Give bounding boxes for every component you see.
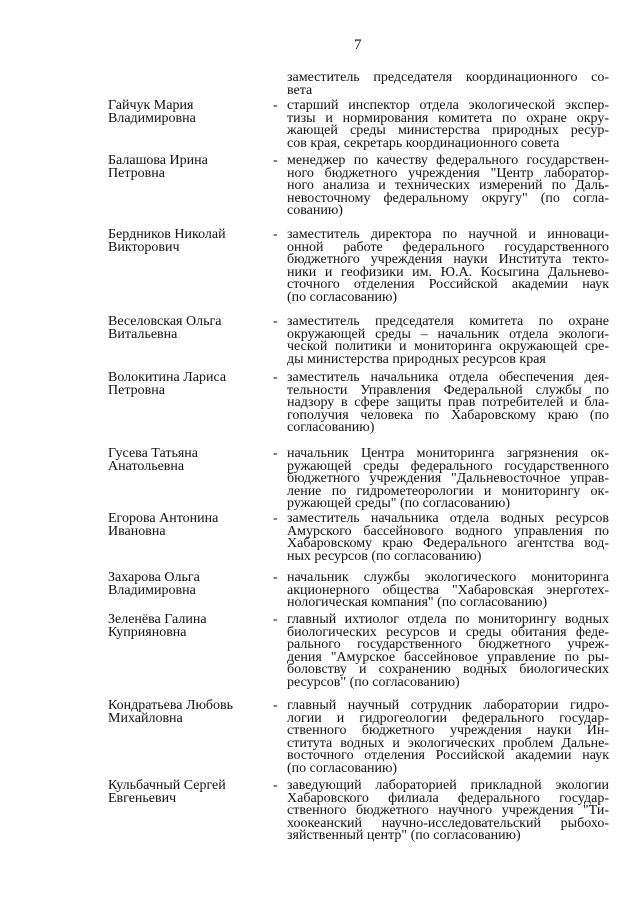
position-description xyxy=(287,700,609,776)
description-line: старший инспектор отдела экологической экспер- xyxy=(287,98,609,113)
description-line: боловству и сохранению водных биологических xyxy=(287,662,609,678)
description-line: дения "Амурское бассейновое управление по ры- xyxy=(287,649,609,665)
description-line: сованию) xyxy=(287,203,343,219)
description-line: ческой политики и мониторинга окружающей сре- xyxy=(287,339,609,355)
position-description xyxy=(287,513,609,563)
description-line: заведующий лабораторией прикладной экологии xyxy=(287,778,609,793)
description-line: главный научный сотрудник лаборатории гидро- xyxy=(287,698,609,713)
description-line: сов края, секретарь координационного совета xyxy=(287,135,560,151)
member-name xyxy=(108,229,273,254)
position-description xyxy=(287,614,609,690)
description-line: начальник службы экологического мониторинга xyxy=(287,570,609,585)
description-line: заместитель начальника отдела обеспечения дея- xyxy=(287,370,609,385)
member-name xyxy=(108,572,273,597)
member-name xyxy=(108,700,273,725)
description-line: ресурсов" (по согласованию) xyxy=(287,674,460,690)
description-line: окружающей среды – начальник отдела экологи- xyxy=(287,326,609,342)
member-name xyxy=(108,448,273,473)
description-line: ственного бюджетного научного учреждения "Ти- xyxy=(287,803,609,819)
member-name-line: Балашова Ирина xyxy=(108,153,208,168)
member-name-line: Владимировна xyxy=(108,110,196,126)
description-line: гополучия человека по Хабаровскому краю (по xyxy=(287,407,609,423)
member-name-line: Куприяновна xyxy=(108,624,187,640)
dash-separator: - xyxy=(273,370,278,385)
position-description xyxy=(287,372,609,435)
description-line: восточного отделения Российской академии наук xyxy=(287,748,609,764)
description-line: начальник Центра мониторинга загрязнения ок- xyxy=(287,446,609,461)
description-line: ды министерства природных ресурсов края xyxy=(287,351,546,367)
description-line: Хабаровскому краю Федерального агентства вод- xyxy=(287,536,609,552)
member-name-line: Евгеньевич xyxy=(108,790,177,806)
description-line: Хабаровского филиала федерального государ- xyxy=(287,790,609,806)
position-description xyxy=(287,72,609,97)
description-line: онной работе федерального государственного xyxy=(287,239,609,255)
description-line: ственного бюджетного учреждения науки Ин- xyxy=(287,723,609,739)
description-line: ститута водных и экологических проблем Дальне- xyxy=(287,735,609,751)
dash-separator: - xyxy=(273,153,278,168)
member-name xyxy=(108,780,273,805)
position-description xyxy=(287,780,609,843)
dash-separator: - xyxy=(273,314,278,329)
member-name-line: Михайловна xyxy=(108,710,183,726)
member-name-line: Кондратьева Любовь xyxy=(108,698,234,713)
description-line: бюджетного учреждения науки Института текто- xyxy=(287,252,609,268)
description-line: рального государственного бюджетного учреж- xyxy=(287,637,609,653)
member-name xyxy=(108,100,273,125)
member-name-line: Анатольевна xyxy=(108,458,185,474)
member-name xyxy=(108,614,273,639)
description-line: логии и гидрогеологии федерального государ- xyxy=(287,710,609,726)
description-line: тельности Управления Федеральной службы по xyxy=(287,382,609,398)
description-line: Амурского бассейнового водного управления по xyxy=(287,523,609,539)
dash-separator: - xyxy=(273,227,278,242)
description-line: зяйственный центр" (по согласованию) xyxy=(287,828,521,844)
dash-separator: - xyxy=(273,698,278,713)
description-line: ружающей среды федерального государственного xyxy=(287,458,609,474)
member-name xyxy=(108,372,273,397)
description-line: главный ихтиолог отдела по мониторингу водных xyxy=(287,612,609,627)
dash-separator: - xyxy=(273,570,278,585)
description-line: вета xyxy=(287,82,313,98)
description-line: заместитель директора по научной и инноваци- xyxy=(287,227,609,242)
member-name-line: Витальевна xyxy=(108,326,178,342)
description-line: заместитель председателя комитета по охране xyxy=(287,314,609,329)
description-line: акционерного общества "Хабаровская энерготех- xyxy=(287,582,609,598)
dash-separator: - xyxy=(273,511,278,526)
member-name-line: Владимировна xyxy=(108,582,196,598)
position-description xyxy=(287,316,609,366)
description-line: согласованию) xyxy=(287,420,375,436)
description-line: (по согласованию) xyxy=(287,289,398,305)
description-line: заместитель начальника отдела водных ресурсов xyxy=(287,511,609,526)
member-name-line: Егорова Антонина xyxy=(108,511,219,526)
position-description xyxy=(287,100,609,150)
member-name-line: Захарова Ольга xyxy=(108,570,200,585)
member-name-line: Петровна xyxy=(108,165,165,181)
description-line: менеджер по качеству федерального государствен- xyxy=(287,153,609,168)
description-line: (по согласованию) xyxy=(287,760,398,776)
description-line: биологических ресурсов и среды обитания феде- xyxy=(287,624,609,640)
member-name xyxy=(108,316,273,341)
description-line: ных ресурсов (по согласованию) xyxy=(287,548,482,564)
member-name xyxy=(108,513,273,538)
position-description xyxy=(287,448,609,511)
member-name-line: Гусева Татьяна xyxy=(108,446,199,461)
dash-separator: - xyxy=(273,612,278,627)
position-description xyxy=(287,572,609,610)
member-name-line: Веселовская Ольга xyxy=(108,314,222,329)
member-name-line: Петровна xyxy=(108,382,165,398)
description-line: тизы и нормирования комитета по охране окру- xyxy=(287,110,609,126)
description-line: ного бюджетного учреждения "Центр лаборатор- xyxy=(287,165,609,181)
description-line: надзору в сфере защиты прав потребителей и бла- xyxy=(287,395,609,411)
description-line: бюджетного учреждения "Дальневосточное управ- xyxy=(287,471,609,487)
description-line: ники и геофизики им. Ю.А. Косыгина Дальнево- xyxy=(287,264,609,280)
description-line: ного анализа и технических измерений по Даль- xyxy=(287,178,609,194)
description-line: нологическая компания" (по согласованию) xyxy=(287,595,548,611)
member-name-line: Кульбачный Сергей xyxy=(108,778,226,793)
member-name-line: Викторович xyxy=(108,239,180,255)
position-description xyxy=(287,229,609,305)
description-line: невосточному федеральному округу" (по согла- xyxy=(287,190,609,206)
description-line: заместитель председателя координационного со- xyxy=(287,70,609,85)
dash-separator: - xyxy=(273,446,278,461)
dash-separator: - xyxy=(273,98,278,113)
member-name-line: Гайчук Мария xyxy=(108,98,194,113)
member-name-line: Волокитина Лариса xyxy=(108,370,227,385)
member-name-line: Ивановна xyxy=(108,523,166,539)
description-line: ружающей среды" (по согласованию) xyxy=(287,496,511,512)
description-line: сточного отделения Российской академии наук xyxy=(287,277,609,293)
position-description xyxy=(287,155,609,218)
dash-separator: - xyxy=(273,778,278,793)
member-name xyxy=(108,155,273,180)
page-number: 7 xyxy=(354,37,362,53)
member-name-line: Зеленёва Галина xyxy=(108,612,207,627)
description-line: хоокеанский научно-исследовательский рыбохо- xyxy=(287,815,609,831)
member-name-line: Бердников Николай xyxy=(108,227,226,242)
description-line: жающей среды министерства природных ресур- xyxy=(287,123,609,139)
description-line: ление по гидрометеорологии и мониторингу ок- xyxy=(287,483,609,499)
